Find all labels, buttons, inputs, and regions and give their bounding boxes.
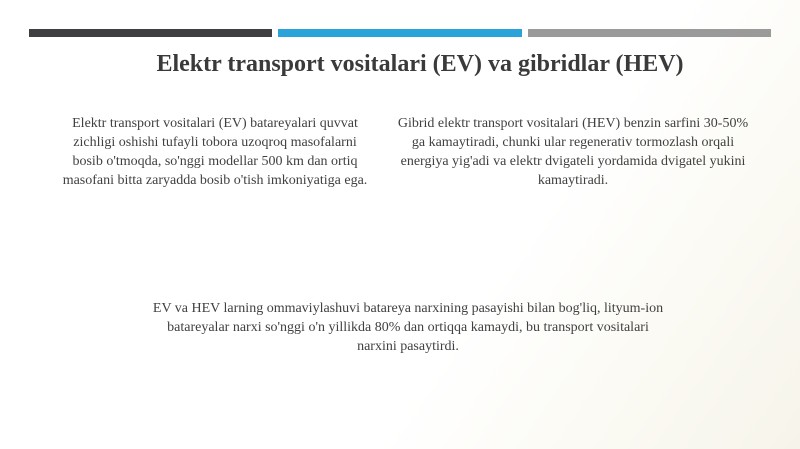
accent-bar-blue: [278, 29, 522, 37]
hev-paragraph: Gibrid elektr transport vositalari (HEV) benzin sarfini 30-50% ga kamaytiradi, chunki ular regenerativ tormozlash orqali energiya yig'adi va elektr dvigateli yordamida dvigatel yukini kamaytiradi.: [397, 116, 749, 188]
accent-bar-gray: [528, 29, 771, 37]
market-paragraph: EV va HEV larning ommaviylashuvi batareya narxining pasayishi bilan bog'liq, lityum-ion batareyalar narxi so'nggi o'n yillikda 80% dan ortiqqa kamaydi, bu transport vositalari narxini pasaytirdi.: [152, 301, 664, 354]
slide-title: Elektr transport vositalari (EV) va gibridlar (HEV): [156, 51, 684, 77]
accent-bar-dark: [29, 29, 272, 37]
ev-paragraph: Elektr transport vositalari (EV) batareyalari quvvat zichligi oshishi tufayli tobora uzoqroq masofalarni bosib o'tmoqda, so'nggi modellar 500 km dan ortiq masofani bitta zaryadda bosib o'tish imkoniyatiga ega.: [62, 116, 368, 188]
header-accent-bars: [29, 29, 771, 37]
